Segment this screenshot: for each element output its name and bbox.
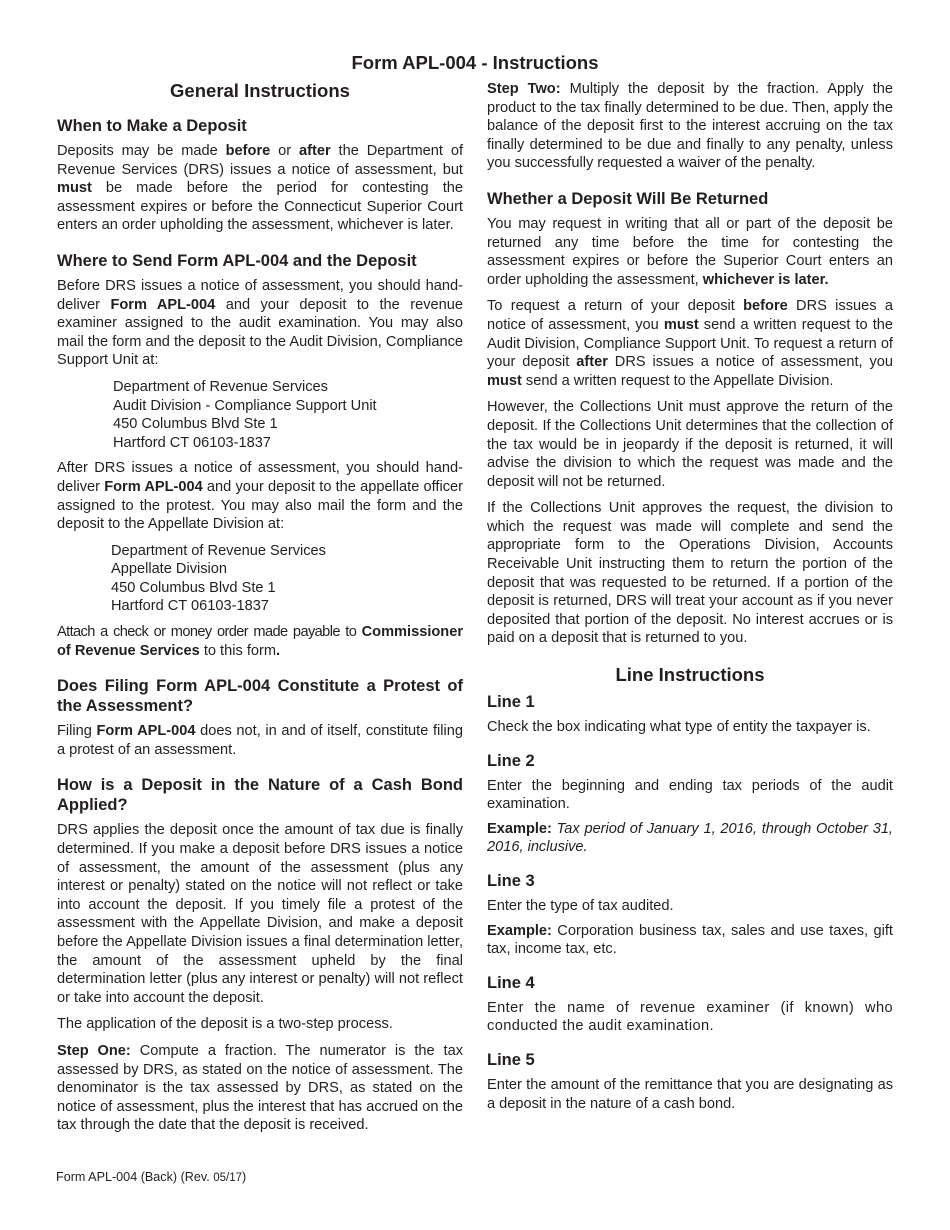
- section-heading: When to Make a Deposit: [57, 117, 247, 135]
- line-title: Line 5: [487, 1050, 535, 1069]
- deposit-returned-section: [487, 189, 893, 648]
- line-title: Line 3: [487, 872, 535, 890]
- protest-section: [57, 676, 463, 759]
- left-column: [57, 80, 463, 1151]
- audit-division-address: Department of Revenue Services Audit Division - Compliance Support Unit 450 Columbus Blvd Ste 1 Hartford CT 06103-1837: [113, 378, 377, 451]
- form-footer: Form APL-004 (Back) (Rev. 05/17): [56, 1170, 247, 1184]
- where-to-send-section: [57, 251, 463, 660]
- line-text: Enter the beginning and ending tax periods of the audit examination.: [487, 777, 893, 813]
- general-instructions-heading: General Instructions: [170, 80, 350, 101]
- paragraph: Before DRS issues a notice of assessment, you should hand-deliver Form APL-004 and your deposit to the revenue examiner assigned to the audit examination. You may also mail the form and the deposit to the Audit Division, Compliance Support Unit at:: [57, 277, 463, 369]
- line-4-instruction: [487, 973, 893, 1036]
- line-2-instruction: [487, 751, 893, 857]
- paragraph: Deposits may be made before or after the Department of Revenue Services (DRS) issues a notice of assessment, but must be made before the period for contesting the assessment expires or before the Connecticut Superior Court enters an order upholding the assessment, whichever is later.: [57, 143, 463, 234]
- line-5-instruction: [487, 1050, 893, 1113]
- paragraph: To request a return of your deposit before DRS issues a notice of assessment, you must send a written request to the Audit Division, Compliance Support Unit. To request a return of your deposit after DRS issues a notice of assessment, you must send a written request to the Appellate Division.: [487, 298, 894, 389]
- line-text: Enter the amount of the remittance that you are designating as a deposit in the nature of a cash bond.: [487, 1076, 893, 1112]
- line-title: Line 2: [487, 751, 535, 770]
- section-heading: Does Filing Form APL-004 Constitute a Protest of the Assessment?: [57, 677, 463, 716]
- paragraph: If the Collections Unit approves the request, the division to which the request was made will complete and send the appropriate form to the Operations Division, Accounts Receivable Unit instructing them to return the portion of the deposit that was requested to be returned. If a portion of the deposit is returned, DRS will treat your account as if you never deposited that portion of the deposit. No interest accrues or is paid on a deposit that is returned to you.: [487, 500, 893, 647]
- line-title: Line 4: [487, 973, 535, 992]
- line-text: Check the box indicating what type of entity the taxpayer is.: [487, 719, 871, 736]
- appellate-division-address: Department of Revenue Services Appellate Division 450 Columbus Blvd Ste 1 Hartford CT 06103-1837: [111, 542, 326, 615]
- paragraph: Attach a check or money order made payable to Commissioner of Revenue Services to this form.: [57, 624, 463, 659]
- step-two-section: [487, 80, 893, 173]
- line-1-instruction: [487, 692, 893, 737]
- line-text: Enter the type of tax audited.: [487, 898, 674, 914]
- when-to-make-deposit-section: [57, 116, 463, 235]
- paragraph: After DRS issues a notice of assessment, you should hand-deliver Form APL-004 and your deposit to the appellate officer assigned to the protest. You may also mail the form and the deposit to the Appellate Division at:: [57, 460, 463, 533]
- right-column: [487, 80, 893, 1127]
- paragraph: The application of the deposit is a two-step process.: [57, 1016, 393, 1033]
- page-title: Form APL-004 - Instructions: [351, 52, 599, 73]
- section-heading: Where to Send Form APL-004 and the Deposit: [57, 251, 417, 270]
- section-heading: Whether a Deposit Will Be Returned: [487, 189, 769, 208]
- line-example: Example: Tax period of January 1, 2016, through October 31, 2016, inclusive.: [487, 820, 893, 856]
- step-one-paragraph: Step One: Compute a fraction. The numerator is the tax assessed by DRS, as stated on the notice of assessment. The denominator is the tax assessed by DRS, as stated on the notice of assessment, plus the interest that has accrued on the tax through the date that the deposit is received.: [57, 1042, 463, 1134]
- line-instructions-heading: Line Instructions: [615, 664, 765, 686]
- line-title: Line 1: [487, 693, 535, 712]
- paragraph: DRS applies the deposit once the amount of tax due is finally determined. If you make a deposit before DRS issues a notice of assessment, the amount of the assessment (plus any interest or penalty) stated on the notice will not reflect or take into account the deposit. If you timely file a protest of the assessment with the Appellate Division, and make a deposit before the Appellate Division issues a final determination letter, the amount of the assessment upheld by the final determination letter (plus any interest or penalty) will not reflect or take into account the deposit.: [57, 822, 463, 1006]
- step-two-paragraph: Step Two: Multiply the deposit by the fraction. Apply the product to the tax finally determined to be due. Then, apply the balance of the deposit first to the interest accruing on the tax finally determined to be due and finally to any penalty, unless you successfully requested a waiver of the penalty.: [487, 81, 894, 172]
- paragraph: You may request in writing that all or part of the deposit be returned any time before the time for contesting the assessment expires or before the Superior Court enters an order upholding the assessment, whichever is later.: [487, 215, 893, 288]
- line-example: Example: Corporation business tax, sales and use taxes, gift tax, income tax, etc.: [487, 922, 893, 958]
- paragraph: However, the Collections Unit must approve the return of the deposit. If the Collections Unit determines that the collection of the tax would be in jeopardy if the deposit is returned, it will advise the division to which the request was made and the deposit will not be returned.: [487, 399, 893, 490]
- line-3-instruction: [487, 871, 893, 959]
- paragraph: Filing Form APL-004 does not, in and of itself, constitute filing a protest of an assessment.: [57, 723, 463, 758]
- section-heading: How is a Deposit in the Nature of a Cash Bond Applied?: [57, 776, 463, 815]
- line-text: Enter the name of revenue examiner (if known) who conducted the audit examination.: [487, 999, 893, 1035]
- deposit-applied-section: [57, 775, 463, 1135]
